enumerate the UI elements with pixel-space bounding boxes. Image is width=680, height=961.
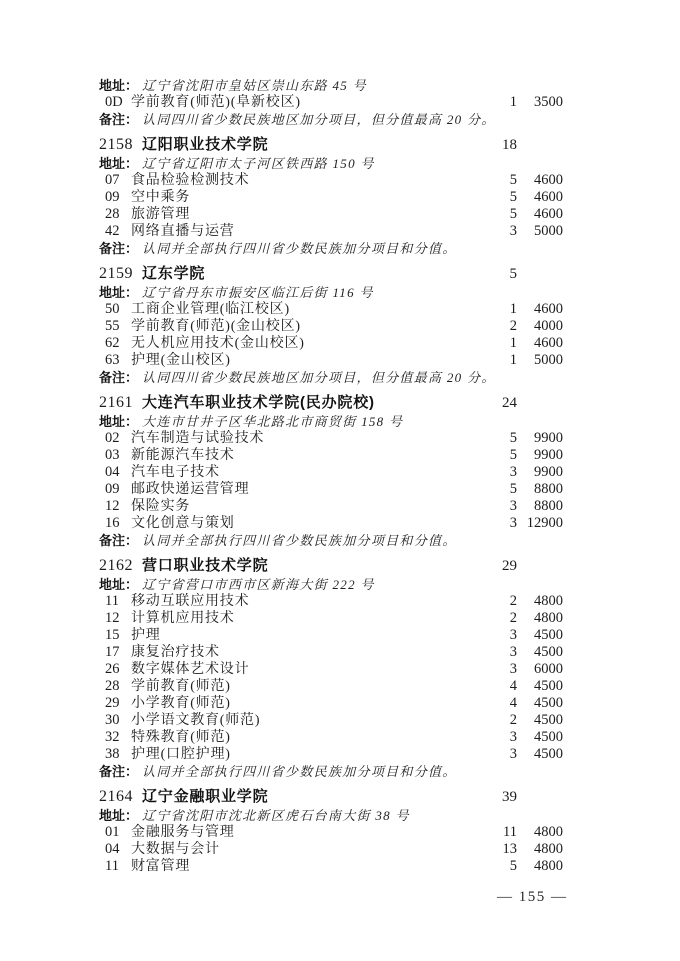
course-fee: 4800 bbox=[534, 858, 563, 874]
course-code: 03 bbox=[105, 447, 120, 463]
note-row bbox=[99, 111, 563, 128]
course-code: 04 bbox=[105, 464, 120, 480]
course-quota: 2 bbox=[509, 318, 517, 334]
course-left bbox=[99, 824, 477, 841]
course-quota: 3 bbox=[509, 223, 517, 239]
address-label: 地址： bbox=[99, 808, 139, 823]
note-label: 备注： bbox=[99, 112, 139, 127]
course-quota: 4 bbox=[509, 678, 517, 694]
course-row bbox=[99, 223, 563, 240]
course-name: 新能源汽车技术 bbox=[131, 448, 235, 463]
school-code: 2162 bbox=[99, 557, 133, 574]
course-fee: 4800 bbox=[534, 593, 563, 609]
course-quota: 5 bbox=[509, 481, 517, 497]
school-name: 营口职业技术学院 bbox=[142, 557, 269, 574]
course-left bbox=[99, 481, 477, 498]
course-row bbox=[99, 661, 563, 678]
course-code: 55 bbox=[105, 318, 120, 334]
course-fee: 4800 bbox=[534, 824, 563, 840]
course-row bbox=[99, 610, 563, 627]
address-label: 地址： bbox=[99, 156, 139, 171]
course-left bbox=[99, 841, 477, 858]
course-name: 文化创意与策划 bbox=[131, 516, 235, 531]
course-fee: 4600 bbox=[534, 189, 563, 205]
course-quota: 3 bbox=[509, 464, 517, 480]
course-row bbox=[99, 447, 563, 464]
course-name: 康复治疗技术 bbox=[131, 645, 220, 660]
school-header-left bbox=[99, 264, 477, 284]
course-code: 11 bbox=[105, 593, 119, 609]
course-fee: 9900 bbox=[534, 464, 563, 480]
course-code: 11 bbox=[105, 858, 119, 874]
course-row bbox=[99, 498, 563, 515]
course-name: 数字媒体艺术设计 bbox=[131, 662, 250, 677]
course-code: 50 bbox=[105, 301, 120, 317]
course-row bbox=[99, 206, 563, 223]
course-left bbox=[99, 729, 477, 746]
school-name: 辽阳职业技术学院 bbox=[142, 136, 269, 153]
note-row bbox=[99, 763, 563, 780]
note-label: 备注： bbox=[99, 764, 139, 779]
note-text: 认同并全部执行四川省少数民族加分项目和分值。 bbox=[142, 241, 457, 256]
course-left bbox=[99, 593, 477, 610]
course-left bbox=[99, 695, 477, 712]
course-name: 学前教育(师范)(金山校区) bbox=[131, 319, 301, 334]
note-text: 认同四川省少数民族地区加分项目，但分值最高 20 分。 bbox=[142, 370, 496, 385]
course-name: 汽车制造与试验技术 bbox=[131, 431, 265, 446]
note-row bbox=[99, 532, 563, 549]
course-fee: 4800 bbox=[534, 841, 563, 857]
course-name: 小学语文教育(师范) bbox=[131, 713, 261, 728]
course-row bbox=[99, 335, 563, 352]
course-quota: 5 bbox=[509, 189, 517, 205]
course-name: 特殊教育(师范) bbox=[131, 730, 231, 745]
course-name: 旅游管理 bbox=[131, 207, 191, 222]
course-row bbox=[99, 644, 563, 661]
school-total-count: 39 bbox=[502, 789, 517, 805]
course-code: 62 bbox=[105, 335, 120, 351]
course-quota: 3 bbox=[509, 515, 517, 531]
course-row bbox=[99, 172, 563, 189]
course-code: 07 bbox=[105, 172, 120, 188]
course-quota: 5 bbox=[509, 206, 517, 222]
course-left bbox=[99, 352, 477, 369]
course-row bbox=[99, 824, 563, 841]
school-section bbox=[99, 264, 563, 386]
course-name: 无人机应用技术(金山校区) bbox=[131, 336, 305, 351]
course-row bbox=[99, 712, 563, 729]
course-quota: 2 bbox=[509, 712, 517, 728]
course-fee: 4000 bbox=[534, 318, 563, 334]
course-quota: 3 bbox=[509, 498, 517, 514]
school-header bbox=[99, 556, 563, 576]
course-code: 12 bbox=[105, 498, 120, 514]
course-name: 护理(口腔护理) bbox=[131, 747, 231, 762]
course-name: 护理 bbox=[131, 628, 161, 643]
course-row bbox=[99, 464, 563, 481]
course-fee: 12900 bbox=[526, 515, 563, 531]
course-left bbox=[99, 464, 477, 481]
note-row bbox=[99, 369, 563, 386]
school-section bbox=[99, 77, 563, 128]
course-left bbox=[99, 515, 477, 532]
course-row bbox=[99, 678, 563, 695]
page-content bbox=[99, 77, 563, 875]
school-header-left bbox=[99, 556, 477, 576]
school-total-count: 5 bbox=[509, 266, 517, 282]
course-quota: 5 bbox=[509, 172, 517, 188]
note-label: 备注： bbox=[99, 370, 139, 385]
course-fee: 4500 bbox=[534, 644, 563, 660]
course-left bbox=[99, 447, 477, 464]
address-row bbox=[99, 576, 563, 593]
course-name: 学前教育(师范) bbox=[131, 679, 231, 694]
course-code: 28 bbox=[105, 678, 120, 694]
school-section bbox=[99, 556, 563, 780]
course-left bbox=[99, 206, 477, 223]
course-code: 42 bbox=[105, 223, 120, 239]
course-code: 01 bbox=[105, 824, 120, 840]
address-text: 辽宁省辽阳市太子河区铁西路 150 号 bbox=[142, 156, 375, 171]
course-quota: 1 bbox=[509, 352, 517, 368]
school-header-left bbox=[99, 787, 477, 807]
course-quota: 5 bbox=[509, 430, 517, 446]
note-label: 备注： bbox=[99, 241, 139, 256]
course-row bbox=[99, 729, 563, 746]
course-name: 小学教育(师范) bbox=[131, 696, 231, 711]
course-fee: 4500 bbox=[534, 695, 563, 711]
address-label: 地址： bbox=[99, 414, 139, 429]
page-number: — 155 — bbox=[497, 889, 568, 905]
course-name: 金融服务与管理 bbox=[131, 825, 235, 840]
course-row bbox=[99, 627, 563, 644]
course-name: 汽车电子技术 bbox=[131, 465, 220, 480]
school-header bbox=[99, 787, 563, 807]
course-name: 邮政快递运营管理 bbox=[131, 482, 250, 497]
course-quota: 4 bbox=[509, 695, 517, 711]
note-text: 认同四川省少数民族地区加分项目，但分值最高 20 分。 bbox=[142, 112, 496, 127]
course-code: 63 bbox=[105, 352, 120, 368]
course-fee: 4500 bbox=[534, 746, 563, 762]
address-text: 辽宁省沈阳市沈北新区虎石台南大街 38 号 bbox=[142, 808, 410, 823]
course-name: 移动互联应用技术 bbox=[131, 594, 250, 609]
course-code: 32 bbox=[105, 729, 120, 745]
course-code: 02 bbox=[105, 430, 120, 446]
course-name: 大数据与会计 bbox=[131, 842, 220, 857]
course-fee: 4600 bbox=[534, 335, 563, 351]
course-row bbox=[99, 318, 563, 335]
course-code: 38 bbox=[105, 746, 120, 762]
course-row bbox=[99, 746, 563, 763]
school-name: 大连汽车职业技术学院(民办院校) bbox=[142, 394, 375, 411]
course-left bbox=[99, 189, 477, 206]
course-quota: 5 bbox=[509, 447, 517, 463]
course-row bbox=[99, 695, 563, 712]
address-label: 地址： bbox=[99, 577, 139, 592]
course-fee: 4500 bbox=[534, 678, 563, 694]
address-row bbox=[99, 807, 563, 824]
address-row bbox=[99, 155, 563, 172]
course-name: 保险实务 bbox=[131, 499, 191, 514]
course-quota: 1 bbox=[509, 301, 517, 317]
course-row bbox=[99, 841, 563, 858]
course-left bbox=[99, 678, 477, 695]
address-row bbox=[99, 284, 563, 301]
course-code: 09 bbox=[105, 481, 120, 497]
course-quota: 3 bbox=[509, 627, 517, 643]
course-name: 食品检验检测技术 bbox=[131, 173, 250, 188]
course-quota: 1 bbox=[509, 335, 517, 351]
school-total-count: 24 bbox=[502, 395, 517, 411]
address-text: 大连市甘井子区华北路北市商贸街 158 号 bbox=[142, 414, 404, 429]
course-quota: 5 bbox=[509, 858, 517, 874]
course-quota: 11 bbox=[503, 824, 517, 840]
address-label: 地址： bbox=[99, 78, 139, 93]
address-text: 辽宁省丹东市振安区临江后街 116 号 bbox=[142, 285, 374, 300]
course-left bbox=[99, 858, 477, 875]
course-row bbox=[99, 858, 563, 875]
school-section bbox=[99, 135, 563, 257]
school-header bbox=[99, 393, 563, 413]
school-code: 2161 bbox=[99, 394, 133, 411]
school-code: 2164 bbox=[99, 788, 133, 805]
school-name: 辽宁金融职业学院 bbox=[142, 788, 269, 805]
note-label: 备注： bbox=[99, 533, 139, 548]
course-name: 财富管理 bbox=[131, 859, 191, 874]
course-left bbox=[99, 223, 477, 240]
course-name: 工商企业管理(临江校区) bbox=[131, 302, 290, 317]
course-name: 空中乘务 bbox=[131, 190, 191, 205]
course-row bbox=[99, 593, 563, 610]
school-section bbox=[99, 393, 563, 549]
course-code: 12 bbox=[105, 610, 120, 626]
course-code: 15 bbox=[105, 627, 120, 643]
course-code: 04 bbox=[105, 841, 120, 857]
course-quota: 1 bbox=[509, 94, 517, 110]
address-row bbox=[99, 77, 563, 94]
course-fee: 4500 bbox=[534, 729, 563, 745]
course-quota: 2 bbox=[509, 610, 517, 626]
note-row bbox=[99, 240, 563, 257]
course-row bbox=[99, 301, 563, 318]
course-name: 计算机应用技术 bbox=[131, 611, 235, 626]
course-code: 28 bbox=[105, 206, 120, 222]
course-row bbox=[99, 352, 563, 369]
course-row bbox=[99, 515, 563, 532]
course-row bbox=[99, 430, 563, 447]
school-header bbox=[99, 264, 563, 284]
course-row bbox=[99, 94, 563, 111]
school-code: 2158 bbox=[99, 136, 133, 153]
course-left bbox=[99, 498, 477, 515]
course-fee: 3500 bbox=[534, 94, 563, 110]
course-left bbox=[99, 94, 477, 111]
address-row bbox=[99, 413, 563, 430]
school-header bbox=[99, 135, 563, 155]
course-row bbox=[99, 189, 563, 206]
course-code: 09 bbox=[105, 189, 120, 205]
course-fee: 9900 bbox=[534, 447, 563, 463]
course-quota: 3 bbox=[509, 661, 517, 677]
course-left bbox=[99, 644, 477, 661]
school-section bbox=[99, 787, 563, 875]
course-quota: 3 bbox=[509, 746, 517, 762]
course-fee: 5000 bbox=[534, 223, 563, 239]
course-left bbox=[99, 610, 477, 627]
course-code: 26 bbox=[105, 661, 120, 677]
course-quota: 3 bbox=[509, 644, 517, 660]
school-code: 2159 bbox=[99, 265, 133, 282]
course-name: 学前教育(师范)(阜新校区) bbox=[131, 95, 301, 110]
address-text: 辽宁省沈阳市皇姑区崇山东路 45 号 bbox=[142, 78, 367, 93]
course-code: 29 bbox=[105, 695, 120, 711]
course-left bbox=[99, 746, 477, 763]
course-code: 30 bbox=[105, 712, 120, 728]
course-code: 16 bbox=[105, 515, 120, 531]
course-fee: 8800 bbox=[534, 498, 563, 514]
course-name: 护理(金山校区) bbox=[131, 353, 231, 368]
course-fee: 4500 bbox=[534, 627, 563, 643]
course-left bbox=[99, 661, 477, 678]
course-fee: 4600 bbox=[534, 301, 563, 317]
note-text: 认同并全部执行四川省少数民族加分项目和分值。 bbox=[142, 533, 457, 548]
course-left bbox=[99, 430, 477, 447]
course-fee: 5000 bbox=[534, 352, 563, 368]
note-text: 认同并全部执行四川省少数民族加分项目和分值。 bbox=[142, 764, 457, 779]
school-total-count: 18 bbox=[502, 137, 517, 153]
course-left bbox=[99, 172, 477, 189]
course-left bbox=[99, 318, 477, 335]
course-code: 0D bbox=[105, 94, 123, 110]
school-header-left bbox=[99, 135, 477, 155]
school-header-left bbox=[99, 393, 477, 413]
course-fee: 8800 bbox=[534, 481, 563, 497]
school-total-count: 29 bbox=[502, 558, 517, 574]
school-name: 辽东学院 bbox=[142, 265, 206, 282]
course-left bbox=[99, 335, 477, 352]
course-quota: 3 bbox=[509, 729, 517, 745]
course-fee: 4800 bbox=[534, 610, 563, 626]
course-fee: 4600 bbox=[534, 172, 563, 188]
course-fee: 4500 bbox=[534, 712, 563, 728]
course-fee: 6000 bbox=[534, 661, 563, 677]
address-text: 辽宁省营口市西市区新海大街 222 号 bbox=[142, 577, 375, 592]
course-quota: 2 bbox=[509, 593, 517, 609]
course-name: 网络直播与运营 bbox=[131, 224, 235, 239]
course-left bbox=[99, 712, 477, 729]
course-code: 17 bbox=[105, 644, 120, 660]
course-fee: 4600 bbox=[534, 206, 563, 222]
course-left bbox=[99, 627, 477, 644]
course-row bbox=[99, 481, 563, 498]
course-fee: 9900 bbox=[534, 430, 563, 446]
course-quota: 13 bbox=[502, 841, 517, 857]
address-label: 地址： bbox=[99, 285, 139, 300]
course-left bbox=[99, 301, 477, 318]
